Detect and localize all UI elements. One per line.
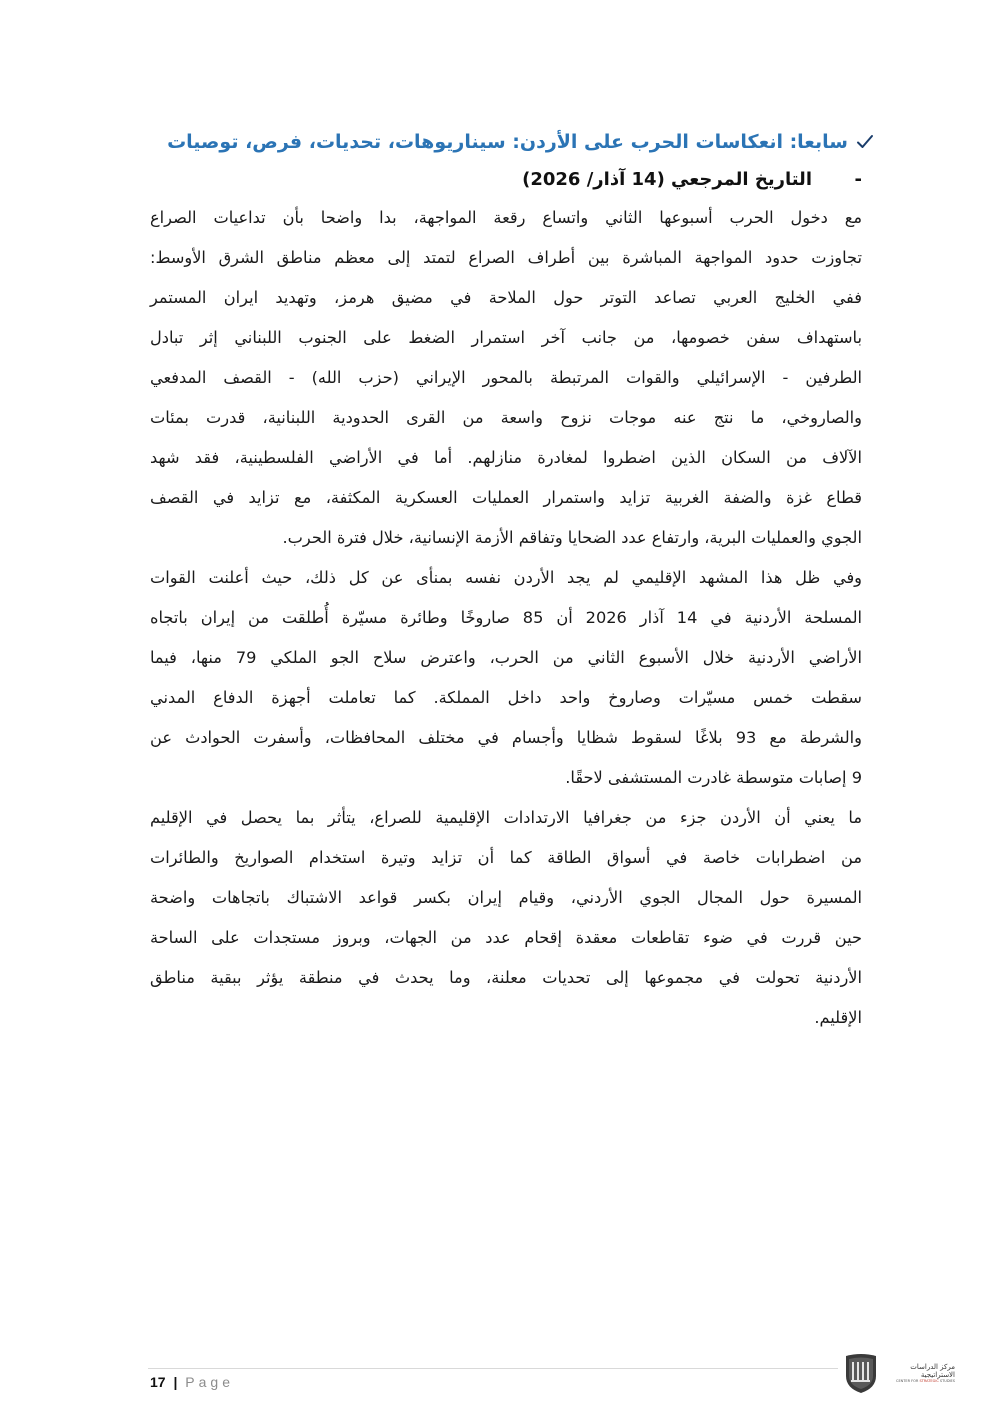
text-line: من اضطرابات خاصة في أسواق الطاقة كما أن تزايد وتيرة استخدام الصواريخ والطائرات [150, 848, 862, 867]
checkmark-icon [856, 134, 874, 150]
text-line: 9 إصابات متوسطة غادرت المستشفى لاحقًا. [565, 768, 862, 787]
logo-name-en [883, 1379, 955, 1384]
logo-name-en-prefix: CENTER FOR [896, 1378, 920, 1383]
text-line: الأراضي الأردنية خلال الأسبوع الثاني من الحرب، واعترض سلاح الجو الملكي 79 منها، فيما [150, 648, 862, 667]
text-line: قطاع غزة والضفة الغربية تزايد واستمرار العمليات العسكرية المكثفة، مع تزايد في القصف [150, 488, 862, 507]
page-number [150, 1372, 234, 1392]
paragraph-2 [150, 558, 862, 798]
text-line: الأردنية تحولت في مجموعها إلى تحديات معلنة، وما يحدث في منطقة يؤثر ببقية مناطق [150, 968, 862, 987]
text-line: تجاوزت حدود المواجهة المباشرة بين أطراف الصراع لتمتد إلى معظم مناطق الشرق الأوسط: [150, 248, 862, 267]
logo-name-ar-line1: مركز الدراسات [910, 1362, 955, 1371]
reference-date-heading [150, 162, 862, 198]
text-line: سقطت خمس مسيّرات وصاروخ واحد داخل المملكة. كما تعاملت أجهزة الدفاع المدني [150, 688, 862, 707]
text-line: والصاروخي، ما نتج عنه موجات نزوح واسعة من القرى الحدودية اللبنانية، قدرت بمئات [150, 408, 862, 427]
paragraph-1 [150, 198, 862, 558]
text-line: الطرفين - الإسرائيلي والقوات المرتبطة بالمحور الإيراني (حزب الله) - القصف المدفعي [150, 368, 862, 387]
page-content [150, 122, 862, 1038]
text-line: والشرطة مع 93 بلاغًا لسقوط شظايا وأجسام في مختلف المحافظات، وأسفرت الحوادث عن [150, 728, 862, 747]
footer-divider [148, 1368, 838, 1369]
text-line: الجوي والعمليات البرية، وارتفاع عدد الضحايا وتفاقم الأزمة الإنسانية، خلال فترة الحرب. [282, 528, 862, 547]
text-line: باستهداف سفن خصومها، من جانب آخر استمرار الضغط على الجنوب اللبناني إثر تبادل [150, 328, 862, 347]
page-number-value: 17 [150, 1374, 166, 1390]
bullet-dash: - [854, 169, 862, 190]
text-line: المسلحة الأردنية في 14 آذار 2026 أن 85 صاروخًا وطائرة مسيّرة أُطلقت من إيران باتجاه [150, 608, 862, 627]
text-line: وفي ظل هذا المشهد الإقليمي لم يجد الأردن نفسه بمنأى عن كل ذلك، حيث أعلنت القوات [150, 568, 862, 587]
text-line: ما يعني أن الأردن جزء من جغرافيا الارتدادات الإقليمية للصراع، يتأثر بما يحصل في الإقليم [150, 808, 862, 827]
logo-name-en-accent: STRATEGIC [919, 1378, 939, 1383]
paragraph-3 [150, 798, 862, 1038]
text-line: مع دخول الحرب أسبوعها الثاني واتساع رقعة المواجهة، بدا واضحا بأن تداعيات الصراع [150, 208, 862, 227]
logo-name-en-suffix: STUDIES [938, 1378, 955, 1383]
text-line: ففي الخليج العربي تصاعد التوتر حول الملاحة في مضيق هرمز، وتهديد ايران المستمر [150, 288, 862, 307]
text-line: المسيرة حول المجال الجوي الأردني، وقيام إيران بكسر قواعد الاشتباك باتجاهات واضحة [150, 888, 862, 907]
section-heading [150, 122, 874, 162]
section-heading-text: سابعا: انعكاسات الحرب على الأردن: سيناريوهات، تحديات، فرص، توصيات [167, 131, 848, 153]
page-number-separator: | [173, 1374, 178, 1390]
text-line: الآلاف من السكان الذين اضطروا لمغادرة منازلهم. أما في الأراضي الفلسطينية، فقد شهد [150, 448, 862, 467]
reference-date-text: التاريخ المرجعي (14 آذار/ 2026) [522, 169, 812, 190]
logo-name-ar-line2: الاستراتيجية [920, 1370, 955, 1379]
logo-text [883, 1363, 955, 1384]
center-shield-logo-icon [843, 1352, 879, 1394]
page-label: Page [185, 1374, 234, 1390]
text-line: الإقليم. [814, 1008, 862, 1027]
organization-logo [843, 1350, 963, 1396]
text-line: حين قررت في ضوء تقاطعات معقدة إقحام عدد من الجهات، وبروز مستجدات على الساحة [150, 928, 862, 947]
